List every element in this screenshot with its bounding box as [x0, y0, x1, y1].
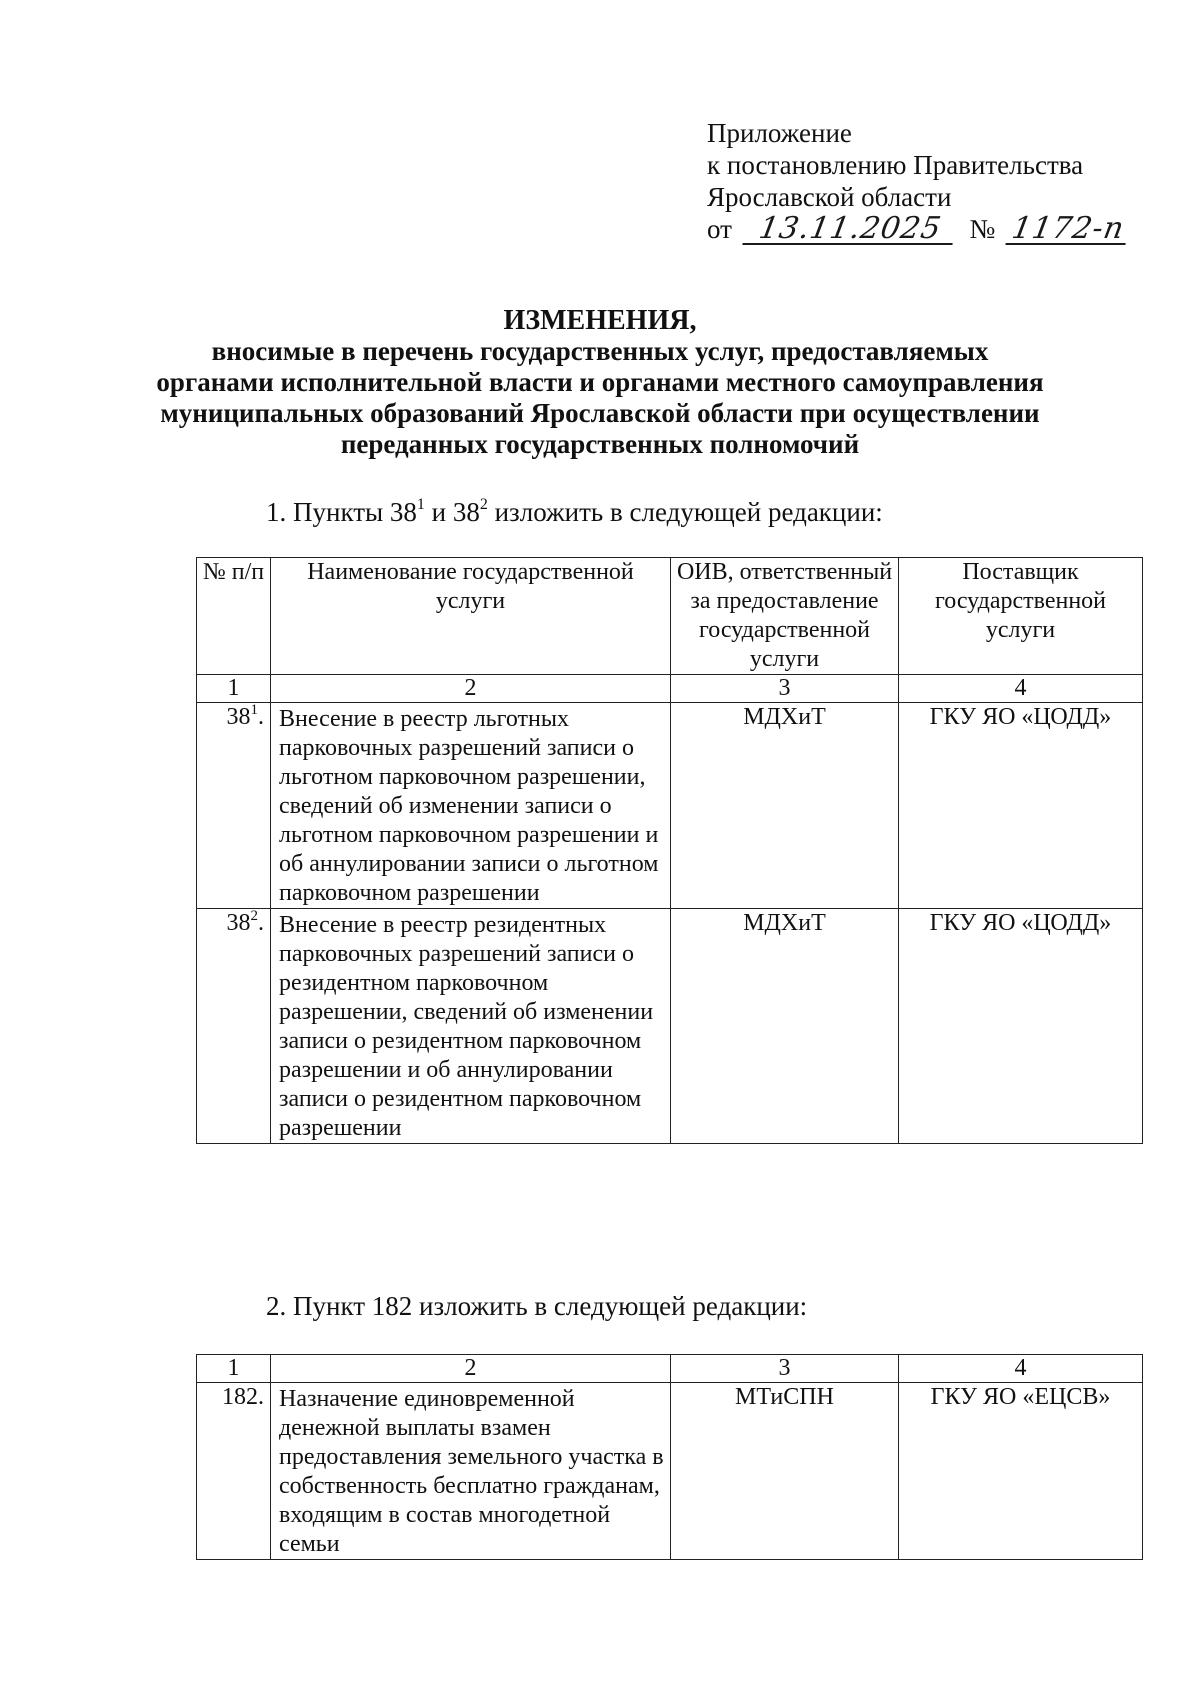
title-line-1: вносимые в перечень государственных услуг, предоставляемых — [211, 336, 989, 366]
appendix-line-3: Ярославской области — [707, 182, 952, 212]
changes-table-1 — [196, 557, 1143, 1144]
column-number: 1 — [197, 675, 271, 703]
column-number: 1 — [197, 1355, 271, 1383]
handwritten-number: 1172-п — [1005, 215, 1130, 245]
oiv-cell: МТиСПН — [671, 1383, 899, 1560]
table-2-column-number-row — [197, 1355, 1143, 1383]
title-line-3: муниципальных образований Ярославской области при осуществлении — [160, 398, 1040, 428]
oiv-cell: МДХиТ — [671, 909, 899, 1144]
document-title — [0, 305, 1200, 460]
title-line-2: органами исполнительной власти и органами местного самоуправления — [156, 367, 1044, 397]
column-number: 4 — [899, 675, 1143, 703]
header-oiv: ОИВ, ответственный за предоставление государственной услуги — [671, 558, 899, 675]
row-number: 182. — [197, 1383, 271, 1560]
table-1-column-number-row — [197, 675, 1143, 703]
header-number: № п/п — [197, 558, 271, 675]
header-service-name: Наименование государственной услуги — [271, 558, 671, 675]
oiv-cell: МДХиТ — [671, 703, 899, 909]
handwritten-date: 13.11.2025 — [742, 215, 957, 245]
section-1-sup-1: 1 — [416, 496, 425, 513]
column-number: 3 — [671, 1355, 899, 1383]
service-name: Внесение в реестр льготных парковочных разрешений записи о льготном парковочном разрешении, сведений об изменении записи о льготном парковочном разрешении и об аннулировании записи о льготном парковочном разрешении — [271, 703, 671, 909]
section-1-heading — [266, 496, 883, 528]
table-row — [197, 909, 1143, 1144]
section-1-suffix: изложить в следующей редакции: — [487, 497, 883, 527]
appendix-line-2: к постановлению Правительства — [707, 150, 1084, 180]
column-number: 4 — [899, 1355, 1143, 1383]
row-number: $38^2$. — [197, 909, 271, 1144]
service-name: Внесение в реестр резидентных парковочных разрешений записи о резидентном парковочном разрешении, сведений об изменении записи о резидентном парковочном разрешении и об аннулировании записи о резидентном парковочном разрешении — [271, 909, 671, 1144]
table-row — [197, 1383, 1143, 1560]
table-row — [197, 703, 1143, 909]
column-number: 2 — [271, 675, 671, 703]
provider-cell: ГКУ ЯО «ЦОДД» — [899, 703, 1143, 909]
provider-cell: ГКУ ЯО «ЕЦСВ» — [899, 1383, 1143, 1560]
appendix-block — [707, 117, 1128, 245]
appendix-date-number-line — [707, 213, 1128, 245]
number-label: № — [969, 214, 996, 244]
title-line-4: переданных государственных полномочий — [340, 429, 860, 459]
section-1-prefix: 1. Пункты 38 — [266, 497, 417, 527]
service-name: Назначение единовременной денежной выплаты взамен предоставления земельного участка в собственность бесплатно гражданам, входящим в состав многодетной семьи — [271, 1383, 671, 1560]
section-1-mid: и 38 — [424, 497, 480, 527]
header-provider: Поставщик государственной услуги — [899, 558, 1143, 675]
changes-table-2 — [196, 1354, 1143, 1560]
table-1-header-row — [197, 558, 1143, 675]
row-number: $38^1$. — [197, 703, 271, 909]
column-number: 2 — [271, 1355, 671, 1383]
provider-cell: ГКУ ЯО «ЦОДД» — [899, 909, 1143, 1144]
title-main: ИЗМЕНЕНИЯ, — [503, 305, 697, 336]
appendix-line-1: Приложение — [707, 118, 852, 148]
section-1-sup-2: 2 — [479, 496, 488, 513]
from-label: от — [707, 214, 732, 244]
section-2-heading: 2. Пункт 182 изложить в следующей редакции: — [266, 1291, 808, 1321]
column-number: 3 — [671, 675, 899, 703]
